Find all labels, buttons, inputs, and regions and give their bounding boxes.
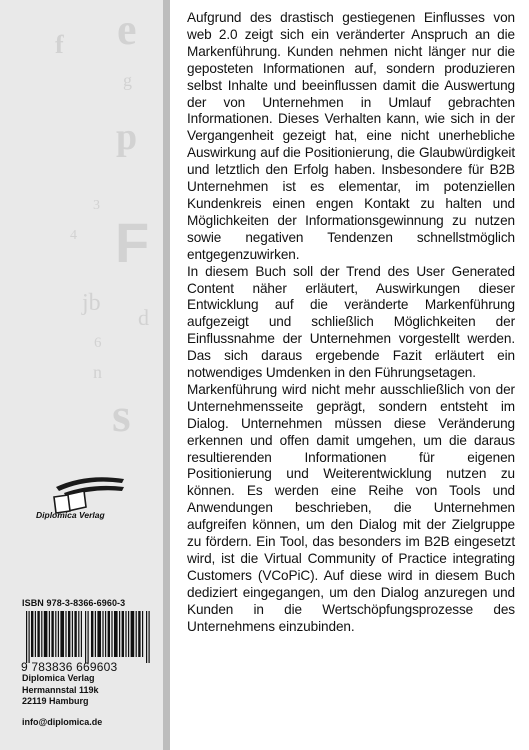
decorative-letter: 3	[93, 198, 100, 213]
blurb-paragraph: Markenführung wird nicht mehr ausschließlich von der Unternehmensseite geprägt, sondern entsteht im Dialog. Unternehmen müssen diese Veränderung erkennen und offen damit umgehen, um die daraus resultierenden Informationen für eigenen Positionierung und Weiterentwicklung nutzen zu können. Es werden eine Reihe von Tools und Anwendungen beschrieben, die Unternehmen aufgreifen können, um den Dialog mit der Zielgruppe zu fördern. Ein Tool, das besonders im B2B eingesetzt wird, ist die Virtual Community of Practice integrating Customers (VCoPiC). Auf diese wird in diesem Buch dediziert eingegangen, um den Dialog anzuregen und Kunden in die Wertschöpfungsprozesse des Unternehmens einzubinden.	[187, 381, 515, 634]
decorative-letter: d	[138, 305, 149, 330]
decorative-letter: f	[55, 30, 64, 59]
decorative-letter: s	[112, 389, 131, 442]
decorative-letter: p	[116, 116, 138, 158]
decorative-letter: e	[117, 5, 137, 54]
decorative-letter: F	[115, 211, 150, 274]
decorative-letter: jb	[82, 290, 101, 316]
decorative-letter: 4	[70, 228, 77, 243]
address-line: Hermannstal 119k	[22, 684, 99, 695]
decorative-letter: 6	[94, 335, 102, 351]
decorative-letter: g	[123, 70, 132, 90]
divider-stripe	[163, 0, 170, 750]
barcode-icon	[21, 611, 155, 663]
address-line: 22119 Hamburg	[22, 696, 89, 706]
blurb-paragraph: In diesem Buch soll der Trend des User Generated Content näher erläutert, Auswirkungen dieser Entwicklung auf die veränderte Markenführung aufgezeigt und schließlich Möglichkeiten der Einflussnahme der Unternehmen vorgestellt werden. Das sich daraus ergebende Fazit erläutert ein notwendiges Umdenken in den Führungsetagen.	[187, 263, 515, 381]
decorative-letter: n	[93, 362, 102, 382]
barcode-digits: 9 783836 669603	[21, 660, 118, 674]
blurb-text	[187, 10, 515, 636]
publisher-email: info@diplomica.de	[22, 717, 103, 727]
publisher-address	[22, 673, 99, 708]
publisher-logo-label: Diplomica Verlag	[36, 510, 105, 520]
blurb-paragraph: Aufgrund des drastisch gestiegenen Einflusses von web 2.0 zeigt sich ein veränderter Anspruch an die Markenführung. Kunden nehmen nicht länger nur die geposteten Informationen auf, sondern produzieren selbst Inhalte und beeinflussen damit die Auswertung der von Unternehmen in Umlauf gebrachten Informationen. Dieses Verhalten kann, wie sich in der Vergangenheit gezeigt hat, eine nicht unerhebliche Auswirkung auf die Positionierung, die Glaubwürdigkeit und letztlich den Erfolg haben. Insbesondere für B2B Unternehmen ist es elementar, im potenziellen Kundenkreis einen engen Kontakt zu halten und Möglichkeiten der Informationsgewinnung zu nutzen sowie negativen Tendenzen schnellstmöglich entgegenzuwirken.	[187, 10, 515, 262]
address-line: Diplomica Verlag	[22, 673, 95, 683]
isbn-text: ISBN 978-3-8366-6960-3	[22, 598, 126, 608]
